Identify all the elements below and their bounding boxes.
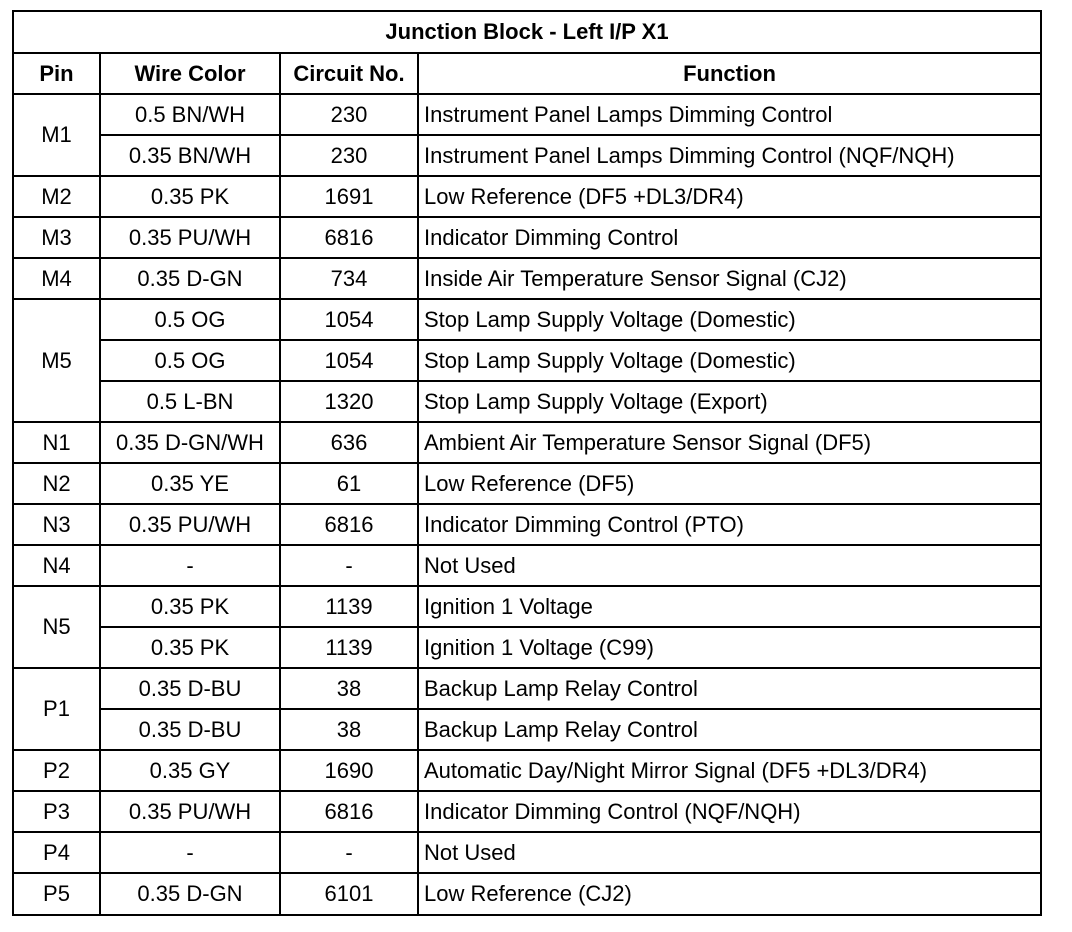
circuit-cell: 6816 — [280, 791, 418, 832]
circuit-cell: 38 — [280, 709, 418, 750]
wire-color-cell: 0.35 D-BU — [100, 668, 280, 709]
function-cell: Instrument Panel Lamps Dimming Control — [418, 94, 1040, 135]
function-cell: Stop Lamp Supply Voltage (Domestic) — [418, 340, 1040, 381]
circuit-cell: 6101 — [280, 873, 418, 914]
function-cell: Not Used — [418, 832, 1040, 873]
function-cell: Automatic Day/Night Mirror Signal (DF5 +DL3/DR4) — [418, 750, 1040, 791]
wire-color-cell: 0.35 PU/WH — [100, 217, 280, 258]
table-row — [14, 709, 1040, 750]
wire-color-cell: 0.35 PU/WH — [100, 504, 280, 545]
pin-cell: M2 — [14, 176, 100, 217]
table-row — [14, 217, 1040, 258]
wire-color-cell: 0.35 PK — [100, 176, 280, 217]
circuit-cell: - — [280, 832, 418, 873]
circuit-cell: 61 — [280, 463, 418, 504]
circuit-cell: 1139 — [280, 627, 418, 668]
wire-color-cell: 0.35 D-GN — [100, 258, 280, 299]
function-cell: Low Reference (DF5 +DL3/DR4) — [418, 176, 1040, 217]
wire-color-cell: 0.35 PU/WH — [100, 791, 280, 832]
circuit-cell: 1320 — [280, 381, 418, 422]
function-cell: Ignition 1 Voltage — [418, 586, 1040, 627]
junction-block-table-frame — [12, 10, 1042, 916]
table-row — [14, 94, 1040, 135]
wire-color-cell: - — [100, 832, 280, 873]
pin-cell: M1 — [14, 94, 100, 176]
wire-color-cell: 0.35 PK — [100, 586, 280, 627]
table-row — [14, 873, 1040, 914]
circuit-cell: 38 — [280, 668, 418, 709]
circuit-cell: 1690 — [280, 750, 418, 791]
function-cell: Stop Lamp Supply Voltage (Domestic) — [418, 299, 1040, 340]
circuit-cell: 1054 — [280, 340, 418, 381]
circuit-cell: 6816 — [280, 217, 418, 258]
function-cell: Backup Lamp Relay Control — [418, 668, 1040, 709]
function-cell: Not Used — [418, 545, 1040, 586]
circuit-cell: 230 — [280, 94, 418, 135]
wire-color-cell: 0.35 YE — [100, 463, 280, 504]
table-row — [14, 750, 1040, 791]
pin-cell: P4 — [14, 832, 100, 873]
pin-cell: N3 — [14, 504, 100, 545]
table-row — [14, 627, 1040, 668]
wire-color-cell: 0.35 GY — [100, 750, 280, 791]
circuit-cell: 1054 — [280, 299, 418, 340]
wire-color-cell: 0.5 BN/WH — [100, 94, 280, 135]
pin-cell: N2 — [14, 463, 100, 504]
table-row — [14, 791, 1040, 832]
pin-cell: M3 — [14, 217, 100, 258]
pin-cell: P3 — [14, 791, 100, 832]
header-circuit: Circuit No. — [280, 53, 418, 94]
circuit-cell: 230 — [280, 135, 418, 176]
function-cell: Ignition 1 Voltage (C99) — [418, 627, 1040, 668]
table-row — [14, 381, 1040, 422]
table-row — [14, 463, 1040, 504]
wire-color-cell: 0.35 D-GN — [100, 873, 280, 914]
pin-cell: P1 — [14, 668, 100, 750]
table-title: Junction Block - Left I/P X1 — [14, 12, 1040, 53]
function-cell: Indicator Dimming Control — [418, 217, 1040, 258]
circuit-cell: 6816 — [280, 504, 418, 545]
table-row — [14, 668, 1040, 709]
wire-color-cell: 0.5 L-BN — [100, 381, 280, 422]
table-row — [14, 135, 1040, 176]
table-row — [14, 586, 1040, 627]
wire-color-cell: 0.35 D-GN/WH — [100, 422, 280, 463]
wire-color-cell: 0.5 OG — [100, 340, 280, 381]
function-cell: Low Reference (DF5) — [418, 463, 1040, 504]
pin-cell: M5 — [14, 299, 100, 422]
pin-cell: M4 — [14, 258, 100, 299]
header-row — [14, 53, 1040, 94]
table-row — [14, 504, 1040, 545]
circuit-cell: 1691 — [280, 176, 418, 217]
circuit-cell: 1139 — [280, 586, 418, 627]
table-row — [14, 832, 1040, 873]
wire-color-cell: 0.35 PK — [100, 627, 280, 668]
pin-cell: N1 — [14, 422, 100, 463]
wire-color-cell: 0.5 OG — [100, 299, 280, 340]
table-row — [14, 299, 1040, 340]
circuit-cell: 734 — [280, 258, 418, 299]
table-row — [14, 545, 1040, 586]
wire-color-cell: 0.35 BN/WH — [100, 135, 280, 176]
pin-cell: P2 — [14, 750, 100, 791]
wire-color-cell: - — [100, 545, 280, 586]
circuit-cell: - — [280, 545, 418, 586]
function-cell: Stop Lamp Supply Voltage (Export) — [418, 381, 1040, 422]
wire-color-cell: 0.35 D-BU — [100, 709, 280, 750]
table-row — [14, 422, 1040, 463]
header-pin: Pin — [14, 53, 100, 94]
function-cell: Indicator Dimming Control (NQF/NQH) — [418, 791, 1040, 832]
table-row — [14, 258, 1040, 299]
pin-cell: N4 — [14, 545, 100, 586]
function-cell: Inside Air Temperature Sensor Signal (CJ2) — [418, 258, 1040, 299]
table-row — [14, 340, 1040, 381]
header-wire-color: Wire Color — [100, 53, 280, 94]
header-function: Function — [418, 53, 1040, 94]
table-row — [14, 176, 1040, 217]
function-cell: Indicator Dimming Control (PTO) — [418, 504, 1040, 545]
pin-cell: N5 — [14, 586, 100, 668]
function-cell: Backup Lamp Relay Control — [418, 709, 1040, 750]
function-cell: Instrument Panel Lamps Dimming Control (NQF/NQH) — [418, 135, 1040, 176]
circuit-cell: 636 — [280, 422, 418, 463]
pin-cell: P5 — [14, 873, 100, 914]
title-row — [14, 12, 1040, 53]
function-cell: Ambient Air Temperature Sensor Signal (DF5) — [418, 422, 1040, 463]
function-cell: Low Reference (CJ2) — [418, 873, 1040, 914]
junction-block-table — [14, 12, 1040, 914]
